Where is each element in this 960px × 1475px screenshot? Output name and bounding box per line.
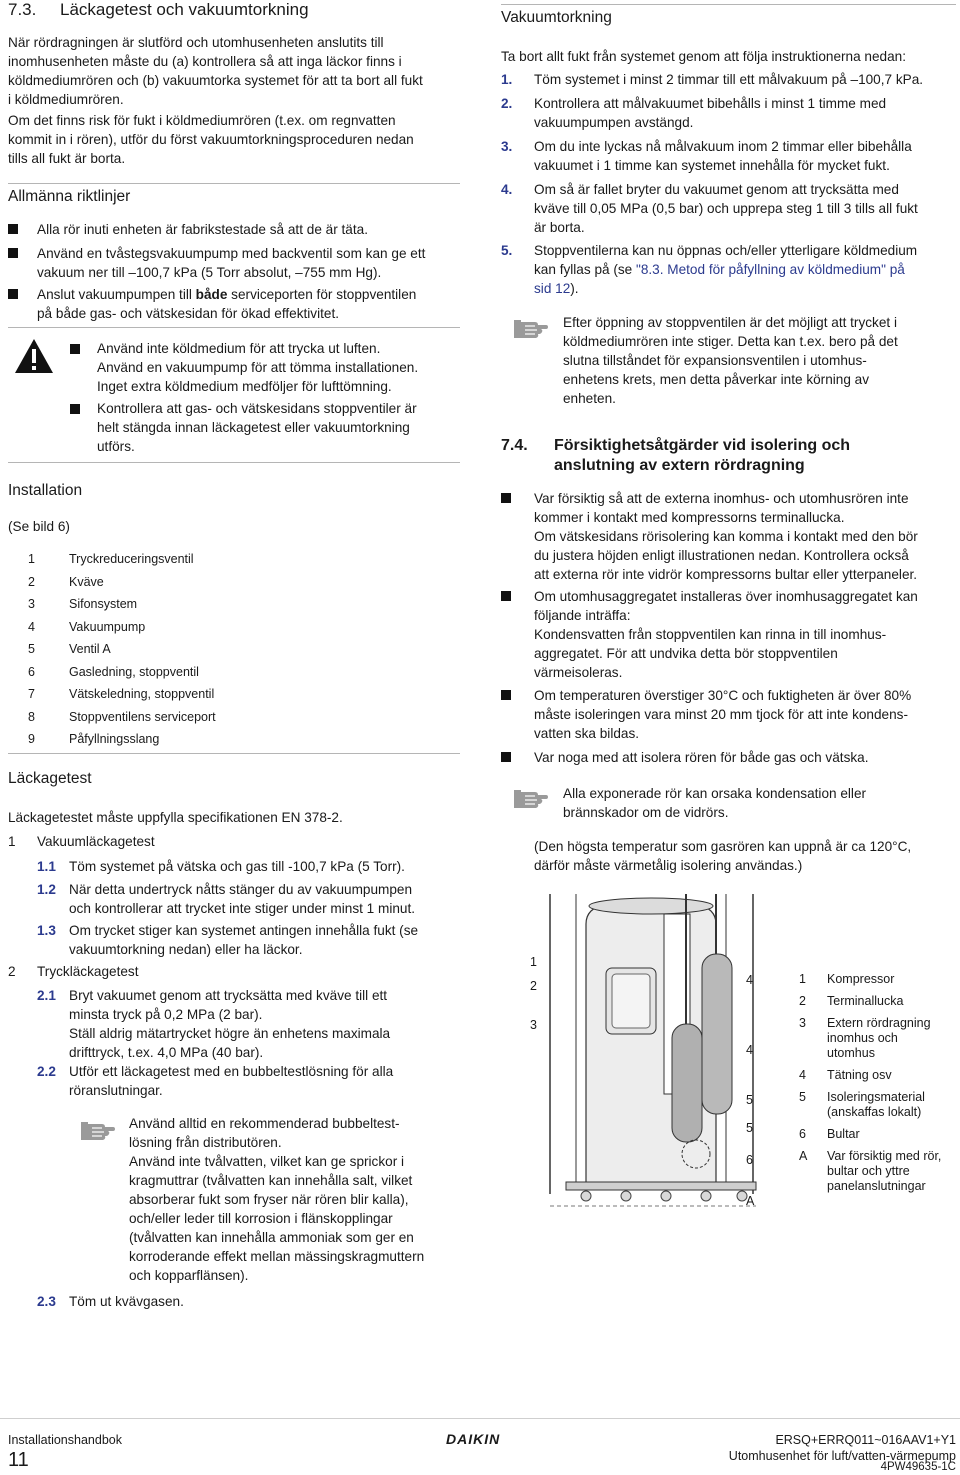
precaution-line: kommer i kontakt med kompressorns terminallucka. <box>534 510 845 525</box>
item-label: Ventil A <box>69 642 111 656</box>
step-line <box>534 260 958 279</box>
step-line: vakuumtorkning nedan) eller ha läckor. <box>69 942 303 957</box>
bullet-icon <box>8 248 18 258</box>
precaution-line: aggregatet. För att undvika detta bör stoppventilen <box>534 646 838 661</box>
legend-text: Kompressor <box>827 972 895 986</box>
divider <box>501 4 956 5</box>
guideline-line: vakuum ner till –100,7 kPa (5 Torr absolut, –755 mm Hg). <box>37 265 382 280</box>
precaution-line: vatten ska bildas. <box>534 726 640 741</box>
bullet-icon <box>70 404 80 414</box>
item-number: 2 <box>28 574 35 589</box>
step-text: ). <box>570 281 579 296</box>
warning-item <box>97 399 457 456</box>
item-label: Vakuumpump <box>69 619 146 634</box>
step-line: vakuumet i 1 timme kan systemet innehålla för mycket fukt. <box>534 158 890 173</box>
section-title: Läckagetest och vakuumtorkning <box>60 0 309 19</box>
legend-item <box>799 1016 959 1068</box>
step-line <box>534 279 958 298</box>
intro-line: inomhusenheten måste du (a) kontrollera så att inga läckor finns i <box>8 54 402 69</box>
divider <box>8 462 460 463</box>
warning-line: Använd inte köldmedium för att trycka ut luften. <box>97 341 381 356</box>
item-label: Vätskeledning, stoppventil <box>69 687 215 701</box>
legend-key: 4 <box>799 1068 806 1082</box>
item-number: 5 <box>28 642 35 656</box>
step-line: Om du inte lyckas nå målvakuum inom 2 timmar eller bibehålla <box>534 139 912 154</box>
note-hand-icon <box>513 786 549 812</box>
precaution-line: värmeisoleras. <box>534 665 623 680</box>
vacuum-step <box>534 137 912 175</box>
note-line: (tvålvatten kan innehålla ammoniak som ger en <box>129 1230 414 1245</box>
step-line: Töm systemet i minst 2 timmar till ett målvakuum på –100,7 kPa. <box>534 72 924 87</box>
warning-item <box>97 339 452 396</box>
installation-list <box>28 550 458 753</box>
legend-text: (anskaffas lokalt) <box>827 1105 922 1119</box>
note-line: slutna tillståndet för expansionsventilen i utomhus- <box>563 353 867 368</box>
precaution-line: Kondensvatten från stoppventilen kan rinna in till inomhus- <box>534 627 887 642</box>
item-number: 9 <box>28 732 35 746</box>
item-label: Gasledning, stoppventil <box>69 664 199 679</box>
note-line: och/eller leder till korrosion i flänskopplingar <box>129 1211 393 1226</box>
note-line: enheten. <box>563 391 616 406</box>
note-line: därför måste värmetålig isolering användas.) <box>534 858 803 873</box>
legend-text: inomhus och <box>827 1031 898 1045</box>
bullet-icon <box>70 344 80 354</box>
item-number: 8 <box>28 709 35 724</box>
legend-key: A <box>799 1149 808 1163</box>
guideline-text: Anslut vakuumpumpen till <box>37 287 196 302</box>
guidelines-heading: Allmänna riktlinjer <box>8 188 131 205</box>
step-line: röranslutningar. <box>69 1083 163 1098</box>
figure-label: 5 <box>746 1121 753 1135</box>
list-item <box>28 708 458 731</box>
step-text: Töm systemet på vätska och gas till -100,7 kPa (5 Torr). <box>69 859 405 874</box>
note-line: lösning från distributören. <box>129 1135 282 1150</box>
list-item <box>28 573 458 596</box>
bullet-icon <box>501 690 511 700</box>
installation-figure-ref: (Se bild 6) <box>8 519 70 534</box>
precaution-line: Var noga med att isolera rören för både gas och vätska. <box>534 750 869 765</box>
step-line: vakuumpumpen avstängd. <box>534 115 694 130</box>
compressor-illustration <box>546 894 762 1214</box>
step-line: drifttryck, t.ex. 4,0 MPa (40 bar). <box>69 1045 264 1060</box>
precaution-line: följande inträffa: <box>534 608 631 623</box>
step-line: Om så är fallet bryter du vakuumet genom att trycksätta med <box>534 182 899 197</box>
precaution-line: du justera höjden enligt illustrationen nedan. Kontrollera också <box>534 548 909 563</box>
bullet-icon <box>8 224 18 234</box>
title-line: anslutning av extern rördragning <box>554 457 805 474</box>
legend-key: 1 <box>799 972 806 986</box>
vacuum-heading: Vakuumtorkning <box>501 9 612 26</box>
step-text <box>69 986 460 1062</box>
page-12-link[interactable]: sid 12 <box>534 281 571 296</box>
legend-item <box>799 972 959 994</box>
list-item <box>28 640 458 663</box>
item-number: 3 <box>28 597 35 611</box>
legend-text: panelanslutningar <box>827 1179 926 1193</box>
step-number: 1. <box>501 72 513 87</box>
vacuum-intro: Ta bort allt fukt från systemet genom att följa instruktionerna nedan: <box>501 49 907 64</box>
warning-icon <box>14 338 54 374</box>
step-text: Töm ut kvävgasen. <box>69 1294 184 1309</box>
intro-line: köldmediumrören och (b) vakuumtorka systemet för att ta bort all fukt <box>8 73 423 88</box>
item-label: Tryckreduceringsventil <box>69 552 194 566</box>
step-number: 3. <box>501 139 513 154</box>
pressure-leaktest-number: 2 <box>8 964 16 979</box>
vacuum-step <box>534 94 956 132</box>
guideline-item <box>37 285 416 323</box>
precaution-line: Var försiktig så att de externa inomhus- och utomhusrören inte <box>534 491 909 506</box>
item-number: 4 <box>28 619 35 634</box>
step-number: 2.3 <box>37 1294 56 1309</box>
step-line: och kontrollerar att trycket inte stiger under minst 1 minut. <box>69 901 416 916</box>
note-line: köldmediumrören inte stiger. Detta kan t.ex. bero på det <box>563 334 898 349</box>
list-item <box>28 663 458 686</box>
leaktest-heading: Läckagetest <box>8 770 92 787</box>
step-line: minsta tryck på 0,2 MPa (2 bar). <box>69 1007 263 1022</box>
footer-product: Utomhusenhet för luft/vatten-värmepump <box>728 1449 956 1463</box>
note-line: Alla exponerade rör kan orsaka kondensation eller <box>563 786 867 801</box>
note-hand-icon <box>513 316 549 342</box>
condensation-note <box>563 784 950 822</box>
figure-label: A <box>746 1194 755 1208</box>
installation-heading: Installation <box>8 482 83 499</box>
intro-line: tills all fukt är borta. <box>8 151 126 166</box>
note-line: korroderande effekt mellan mässingskragmuttern <box>129 1249 425 1264</box>
precaution-item <box>534 489 956 584</box>
list-item <box>28 550 458 573</box>
section-number: 7.3. <box>8 0 37 19</box>
precaution-item <box>534 686 956 743</box>
step-number: 5. <box>501 243 513 258</box>
legend-item <box>799 1090 959 1127</box>
step-line: Bryt vakuumet genom att trycksätta med kväve till ett <box>69 988 388 1003</box>
figure-label: 4 <box>746 1043 753 1057</box>
vacuum-step <box>534 241 958 298</box>
figure-label: 1 <box>530 955 537 969</box>
daikin-logo: DAIKIN <box>446 1431 501 1447</box>
vacuum-step <box>534 70 923 89</box>
legend-item <box>799 1127 959 1149</box>
intro-line: kommit in i rören), utför du först vakuumtorkningsproceduren nedan <box>8 132 414 147</box>
legend-text: Tätning osv <box>827 1068 892 1082</box>
note-line: kragmuttrar (tvålvatten kan innehålla salt, vilket <box>129 1173 413 1188</box>
guideline-item <box>37 244 425 282</box>
figure-label: 6 <box>746 1153 753 1167</box>
vacuum-leaktest-number: 1 <box>8 834 16 849</box>
figure-label: 2 <box>530 979 537 993</box>
step-line: Stoppventilerna kan nu öppnas och/eller ytterligare köldmedium <box>534 243 918 258</box>
note-line: Använd alltid en rekommenderad bubbeltest- <box>129 1116 400 1131</box>
divider <box>8 183 460 184</box>
item-label: Stoppventilens serviceport <box>69 709 216 724</box>
bubble-test-note <box>129 1114 454 1285</box>
note-line: Efter öppning av stoppventilen är det möjligt att trycket i <box>563 315 897 330</box>
item-number: 6 <box>28 664 35 679</box>
footer-doc-id: 4PW49635-1C <box>880 1461 956 1473</box>
precaution-line: Om vätskesidans rörisolering kan komma i kontakt med den bör <box>534 529 918 544</box>
note-line: enhetens krets, men detta påverkar inte körning av <box>563 372 870 387</box>
footer-model: ERSQ+ERRQ011~016AAV1+Y1 <box>775 1433 956 1447</box>
legend-key: 5 <box>799 1090 806 1104</box>
legend-key: 3 <box>799 1016 806 1030</box>
temperature-note <box>534 837 958 875</box>
step-text: kan fyllas på (se <box>534 262 636 277</box>
item-label: Sifonsystem <box>69 597 138 611</box>
warning-line: Inget extra köldmedium medföljer för lufttömning. <box>97 379 392 394</box>
list-item <box>28 730 458 753</box>
title-line: Försiktighetsåtgärder vid isolering och <box>554 437 851 454</box>
guideline-emphasis: både <box>195 287 228 302</box>
step-line: kväve till 0,05 MPa (0,5 bar) och upprepa steg 1 till 3 tills all fukt <box>534 201 918 216</box>
note-line: och kopparflänsen). <box>129 1268 249 1283</box>
warning-line: utförs. <box>97 439 135 454</box>
list-item <box>28 685 458 708</box>
legend-key: 6 <box>799 1127 806 1141</box>
step-text <box>69 1062 393 1100</box>
guideline-line <box>37 285 416 304</box>
intro-line: När rördragningen är slutförd och utomhusenheten anslutits till <box>8 35 384 50</box>
step-number: 1.3 <box>37 923 56 938</box>
legend-text: bultar och yttre <box>827 1164 910 1178</box>
step-number: 1.2 <box>37 882 56 897</box>
step-line: När detta undertryck nåtts stänger du av vakuumpumpen <box>69 882 413 897</box>
item-label: Kväve <box>69 574 104 589</box>
intro-paragraph <box>8 33 460 109</box>
precaution-item <box>534 587 956 682</box>
item-label: Påfyllningsslang <box>69 732 160 746</box>
legend-text: utomhus <box>827 1046 875 1060</box>
step-line: Ställ aldrig mätartrycket högre än enhetens maximala <box>69 1026 391 1041</box>
precaution-item <box>534 748 869 767</box>
pressure-leaktest-title: Tryckläckagetest <box>37 964 139 979</box>
legend-text: Var försiktig med rör, <box>827 1149 942 1163</box>
footer-page-number: 11 <box>8 1449 29 1471</box>
legend-item <box>799 994 959 1016</box>
section-8-3-link[interactable]: "8.3. Metod för påfyllning av köldmedium" på <box>636 262 905 277</box>
legend-key: 2 <box>799 994 806 1008</box>
figure-label: 4 <box>746 973 753 987</box>
note-hand-icon <box>80 1118 116 1144</box>
legend-text: Isoleringsmaterial <box>827 1090 925 1104</box>
note-line: (Den högsta temperatur som gasrören kan uppnå är ca 120°C, <box>534 839 912 854</box>
legend-text: Extern rördragning <box>827 1016 931 1030</box>
bullet-icon <box>501 493 511 503</box>
intro-line: i köldmediumrören. <box>8 92 124 107</box>
guideline-text: serviceporten för stoppventilen <box>227 287 417 302</box>
section-heading <box>8 0 309 20</box>
intro-line: Om det finns risk för fukt i köldmediumrören (t.ex. om regnvatten <box>8 113 396 128</box>
section-7-4-number: 7.4. <box>501 437 528 454</box>
precaution-line: Om temperaturen överstiger 30°C och fuktigheten är över 80% <box>534 688 912 703</box>
item-number: 1 <box>28 552 35 566</box>
vacuum-leaktest-title: Vakuumläckagetest <box>37 834 155 849</box>
figure-legend <box>799 972 959 1197</box>
warning-line: Kontrollera att gas- och vätskesidans stoppventiler är <box>97 401 417 416</box>
note-line: Använd inte tvålvatten, vilket kan ge sprickor i <box>129 1154 405 1169</box>
guideline-line: Alla rör inuti enheten är fabrikstestade så att de är täta. <box>37 222 368 237</box>
bullet-icon <box>8 289 18 299</box>
step-line: Om trycket stiger kan systemet antingen innehålla fukt (se <box>69 923 419 938</box>
guideline-line: Använd en tvåstegsvakuumpump med backventil som kan ge ett <box>37 246 426 261</box>
list-item <box>28 595 458 618</box>
bullet-icon <box>501 752 511 762</box>
step-line: är borta. <box>534 220 585 235</box>
divider <box>8 327 460 328</box>
precaution-line: Om utomhusaggregatet installeras över inomhusaggregatet kan <box>534 589 918 604</box>
vacuum-note <box>563 313 950 408</box>
precaution-line: att externa rör inte vidrör kompressorns bultar eller ytterpaneler. <box>534 567 918 582</box>
guideline-line: på både gas- och vätskesidan för ökad effektivitet. <box>37 306 340 321</box>
step-number: 2.2 <box>37 1064 56 1079</box>
note-line: brännskador om de vidrörs. <box>563 805 729 820</box>
guideline-item <box>37 220 368 239</box>
leaktest-spec: Läckagetestet måste uppfylla specifikationen EN 378-2. <box>8 810 343 825</box>
legend-text: Bultar <box>827 1127 860 1141</box>
section-7-4-title <box>554 436 850 476</box>
warning-line: helt stängda innan läckagetest eller vakuumtorkning <box>97 420 410 435</box>
precaution-line: måste isoleringen vara minst 20 mm tjock för att inte kondens- <box>534 707 908 722</box>
step-line: Utför ett läckagetest med en bubbeltestlösning för alla <box>69 1064 394 1079</box>
bullet-icon <box>501 591 511 601</box>
divider <box>8 753 460 754</box>
step-number: 2. <box>501 96 513 111</box>
legend-text: Terminallucka <box>827 994 904 1008</box>
note-line: absorberar fukt som fryser när rören blir kalla), <box>129 1192 409 1207</box>
step-number: 4. <box>501 182 513 197</box>
list-item <box>28 618 458 641</box>
intro-paragraph-2 <box>8 111 460 168</box>
step-number: 2.1 <box>37 988 56 1003</box>
step-line: Kontrollera att målvakuumet bibehålls i minst 1 timme med <box>534 96 887 111</box>
step-number: 1.1 <box>37 859 56 874</box>
warning-line: Använd en vakuumpump för att tömma installationen. <box>97 360 419 375</box>
vacuum-step <box>534 180 918 237</box>
step-text <box>69 880 415 918</box>
footer-manual: Installationshandbok <box>8 1433 122 1447</box>
figure-label: 5 <box>746 1093 753 1107</box>
figure-label: 3 <box>530 1018 537 1032</box>
footer-divider <box>0 1418 960 1419</box>
step-text <box>69 921 418 959</box>
legend-item <box>799 1068 959 1090</box>
legend-item <box>799 1149 959 1197</box>
item-number: 7 <box>28 687 35 701</box>
